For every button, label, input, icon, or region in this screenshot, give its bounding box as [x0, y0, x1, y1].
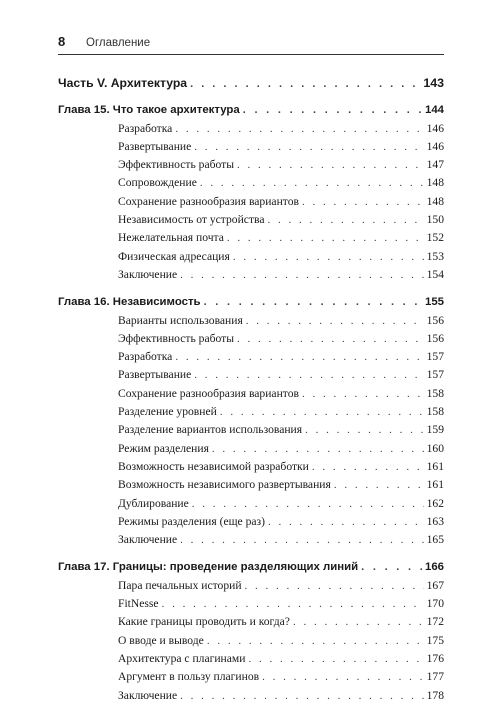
section-page: 178	[426, 688, 444, 702]
section-page: 161	[426, 478, 444, 492]
dot-leader	[212, 440, 424, 458]
header-rule	[58, 54, 444, 55]
part-page: 143	[423, 76, 444, 90]
dot-leader	[267, 211, 423, 229]
section-title: Сохранение разнообразия вариантов	[118, 386, 299, 400]
dot-leader	[246, 312, 424, 330]
page-header	[58, 34, 444, 52]
section-page: 154	[426, 267, 444, 281]
section-page: 175	[426, 633, 444, 647]
section-title: FitNesse	[118, 597, 159, 611]
toc-section-entry	[58, 174, 444, 192]
section-page: 153	[426, 249, 444, 263]
section-title: Пара печальных историй	[118, 578, 242, 592]
dot-leader	[180, 531, 423, 549]
section-title: Эффективность работы	[118, 331, 235, 345]
section-title: Разделение уровней	[118, 405, 217, 419]
section-page: 165	[426, 533, 444, 547]
dot-leader	[233, 248, 424, 266]
section-title: Разработка	[118, 121, 173, 135]
section-page: 162	[426, 496, 444, 510]
section-title: Какие границы проводить и когда?	[118, 615, 290, 629]
section-page: 167	[426, 578, 444, 592]
toc-section-entry	[58, 229, 444, 247]
section-title: Разделение вариантов использования	[118, 423, 303, 437]
section-page: 177	[426, 670, 444, 684]
section-title: Дублирование	[118, 496, 189, 510]
dot-leader	[204, 293, 422, 311]
section-page: 161	[426, 459, 444, 473]
dot-leader	[190, 75, 420, 93]
section-page: 158	[426, 386, 444, 400]
chapter-group	[58, 558, 444, 704]
dot-leader	[268, 513, 424, 531]
toc-section-entry	[58, 613, 444, 631]
section-title: Возможность независимой разработки	[118, 459, 309, 473]
section-page: 157	[426, 368, 444, 382]
part-title: Часть V. Архитектура	[58, 76, 188, 90]
toc-section-entry	[58, 668, 444, 686]
section-page: 147	[426, 158, 444, 172]
chapter-group	[58, 293, 444, 549]
dot-leader	[302, 193, 424, 211]
toc-section-entry	[58, 687, 444, 705]
toc-section-entry	[58, 476, 444, 494]
toc-section-entry	[58, 458, 444, 476]
section-page: 146	[426, 121, 444, 135]
dot-leader	[302, 385, 424, 403]
toc-section-entry	[58, 403, 444, 421]
toc-chapter-entry	[58, 293, 444, 311]
dot-leader	[194, 138, 423, 156]
toc-section-entry	[58, 513, 444, 531]
dot-leader	[175, 120, 423, 138]
toc-section-entry	[58, 632, 444, 650]
dot-leader	[245, 577, 424, 595]
section-page: 150	[426, 213, 444, 227]
chapter-title: Глава 17. Границы: проведение разделяющих линий	[58, 561, 359, 574]
section-page: 148	[426, 176, 444, 190]
chapter-page: 166	[424, 561, 444, 574]
section-page: 163	[426, 514, 444, 528]
section-page: 159	[426, 423, 444, 437]
toc-section-entry	[58, 348, 444, 366]
section-title: Режимы разделения (еще раз)	[118, 514, 265, 528]
dot-leader	[248, 650, 423, 668]
toc-section-entry	[58, 577, 444, 595]
dot-leader	[194, 366, 423, 384]
dot-leader	[207, 632, 424, 650]
section-page: 157	[426, 350, 444, 364]
dot-leader	[312, 458, 424, 476]
dot-leader	[180, 687, 423, 705]
section-title: Независимость от устройства	[118, 213, 265, 227]
toc-section-entry	[58, 595, 444, 613]
dot-leader	[162, 595, 424, 613]
chapter-list	[58, 101, 444, 705]
section-title: Сохранение разнообразия вариантов	[118, 194, 299, 208]
section-page: 146	[426, 139, 444, 153]
toc-section-entry	[58, 266, 444, 284]
dot-leader	[262, 668, 423, 686]
dot-leader	[237, 156, 424, 174]
toc-chapter-entry	[58, 101, 444, 119]
section-title: Эффективность работы	[118, 158, 235, 172]
page-number: 8	[58, 34, 66, 49]
section-title: О вводе и выводе	[118, 633, 204, 647]
toc-section-entry	[58, 211, 444, 229]
toc-chapter-entry	[58, 558, 444, 576]
section-title: Архитектура с плагинами	[118, 651, 246, 665]
toc-section-entry	[58, 193, 444, 211]
section-title: Физическая адресация	[118, 249, 230, 263]
running-header-title: Оглавление	[86, 37, 151, 49]
section-page: 156	[426, 331, 444, 345]
dot-leader	[293, 613, 424, 631]
dot-leader	[180, 266, 423, 284]
section-title: Развертывание	[118, 139, 192, 153]
section-page: 152	[426, 231, 444, 245]
toc-part-entry	[58, 74, 444, 92]
section-title: Заключение	[118, 267, 178, 281]
section-page: 172	[426, 615, 444, 629]
chapter-title: Глава 16. Независимость	[58, 296, 201, 309]
toc-section-entry	[58, 120, 444, 138]
section-page: 158	[426, 405, 444, 419]
section-title: Варианты использования	[118, 313, 243, 327]
section-page: 156	[426, 313, 444, 327]
section-title: Сопровождение	[118, 176, 197, 190]
toc-section-entry	[58, 531, 444, 549]
dot-leader	[200, 174, 424, 192]
toc-section-entry	[58, 366, 444, 384]
section-title: Разработка	[118, 350, 173, 364]
toc-section-entry	[58, 385, 444, 403]
toc-section-entry	[58, 495, 444, 513]
dot-leader	[305, 421, 424, 439]
section-title: Возможность независимого развертывания	[118, 478, 331, 492]
dot-leader	[175, 348, 423, 366]
section-title: Заключение	[118, 533, 178, 547]
chapter-title: Глава 15. Что такое архитектура	[58, 104, 240, 117]
dot-leader	[227, 229, 424, 247]
toc-section-entry	[58, 156, 444, 174]
table-of-contents	[58, 74, 444, 714]
dot-leader	[192, 495, 424, 513]
dot-leader	[361, 558, 422, 576]
section-title: Развертывание	[118, 368, 192, 382]
section-page: 148	[426, 194, 444, 208]
toc-section-entry	[58, 248, 444, 266]
toc-section-entry	[58, 421, 444, 439]
toc-section-entry	[58, 312, 444, 330]
section-title: Аргумент в пользу плагинов	[118, 670, 260, 684]
dot-leader	[237, 330, 424, 348]
section-page: 170	[426, 597, 444, 611]
section-title: Заключение	[118, 688, 178, 702]
chapter-page: 144	[424, 104, 444, 117]
chapter-page: 155	[424, 296, 444, 309]
chapter-group	[58, 101, 444, 284]
toc-section-entry	[58, 440, 444, 458]
section-page: 176	[426, 651, 444, 665]
toc-section-entry	[58, 330, 444, 348]
section-title: Нежелательная почта	[118, 231, 224, 245]
dot-leader	[220, 403, 424, 421]
toc-section-entry	[58, 138, 444, 156]
section-page: 160	[426, 441, 444, 455]
section-title: Режим разделения	[118, 441, 209, 455]
dot-leader	[334, 476, 424, 494]
dot-leader	[243, 101, 422, 119]
toc-section-entry	[58, 650, 444, 668]
